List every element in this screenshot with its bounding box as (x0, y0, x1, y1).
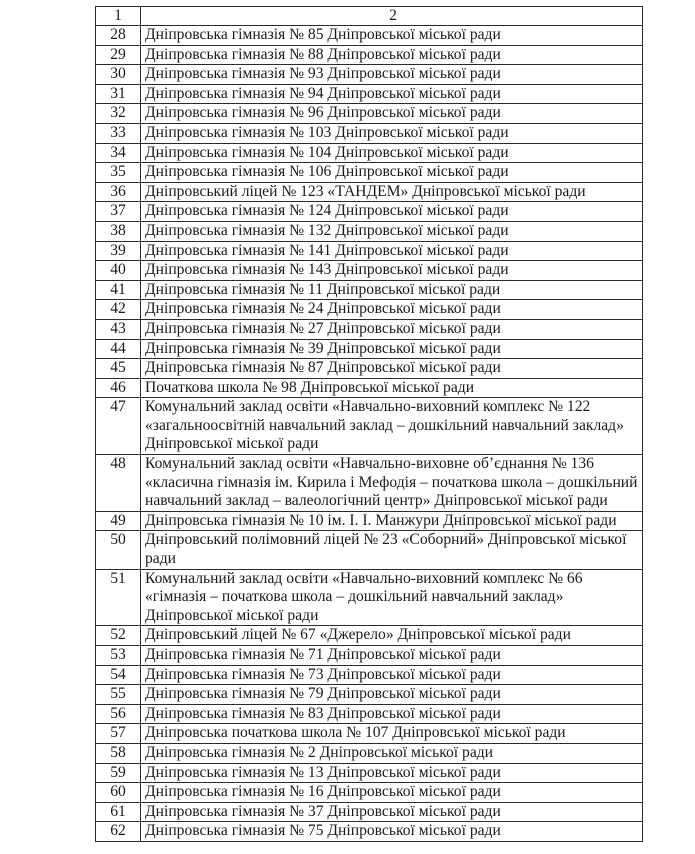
table-row (96, 822, 643, 842)
row-number-cell: 54 (96, 665, 141, 685)
row-number-cell: 30 (96, 65, 141, 85)
school-name-cell: Дніпровський полімовний ліцей № 23 «Соборний» Дніпровської міської ради (141, 531, 643, 569)
row-number-cell: 35 (96, 163, 141, 183)
table-row (96, 743, 643, 763)
table-row (96, 143, 643, 163)
table-row (96, 26, 643, 46)
school-name-cell: Дніпровська гімназія № 13 Дніпровської міської ради (141, 763, 643, 783)
school-name-cell: Дніпровська гімназія № 124 Дніпровської міської ради (141, 202, 643, 222)
school-name-cell: Дніпровська гімназія № 79 Дніпровської міської ради (141, 685, 643, 705)
header-number-cell: 1 (96, 7, 141, 26)
row-number-cell: 32 (96, 104, 141, 124)
table-row (96, 569, 643, 626)
school-name-cell: Комунальний заклад освіти «Навчально-виховний комплекс № 122 «загальноосвітній навчальний заклад – дошкільний навчальний заклад» Дніпровської міської ради (141, 398, 643, 455)
school-name-cell: Дніпровська гімназія № 104 Дніпровської міської ради (141, 143, 643, 163)
school-name-cell: Дніпровська гімназія № 141 Дніпровської міської ради (141, 241, 643, 261)
row-number-cell: 39 (96, 241, 141, 261)
row-number-cell: 37 (96, 202, 141, 222)
school-name-cell: Дніпровська початкова школа № 107 Дніпровської міської ради (141, 724, 643, 744)
school-name-cell: Дніпровська гімназія № 93 Дніпровської міської ради (141, 65, 643, 85)
row-number-cell: 58 (96, 743, 141, 763)
row-number-cell: 46 (96, 378, 141, 398)
row-number-cell: 48 (96, 455, 141, 512)
row-number-cell: 28 (96, 26, 141, 46)
table-row (96, 724, 643, 744)
table-row (96, 261, 643, 281)
school-name-cell: Дніпровський ліцей № 67 «Джерело» Дніпровської міської ради (141, 626, 643, 646)
row-number-cell: 50 (96, 531, 141, 569)
table-row (96, 84, 643, 104)
school-name-cell: Дніпровський ліцей № 123 «ТАНДЕМ» Дніпровської міської ради (141, 182, 643, 202)
table-row (96, 626, 643, 646)
school-name-cell: Дніпровська гімназія № 27 Дніпровської міської ради (141, 319, 643, 339)
row-number-cell: 38 (96, 221, 141, 241)
school-name-cell: Дніпровська гімназія № 75 Дніпровської міської ради (141, 822, 643, 842)
table-row (96, 123, 643, 143)
table-row (96, 359, 643, 379)
table-row (96, 704, 643, 724)
school-name-cell: Дніпровська гімназія № 37 Дніпровської міської ради (141, 802, 643, 822)
school-name-cell: Комунальний заклад освіти «Навчально-виховний комплекс № 66 «гімназія – початкова школа – дошкільний навчальний заклад» Дніпровської міської ради (141, 569, 643, 626)
table-row (96, 241, 643, 261)
school-name-cell: Дніпровська гімназія № 16 Дніпровської міської ради (141, 783, 643, 803)
school-name-cell: Дніпровська гімназія № 2 Дніпровської міської ради (141, 743, 643, 763)
table-row (96, 300, 643, 320)
table-row (96, 398, 643, 455)
row-number-cell: 29 (96, 45, 141, 65)
school-name-cell: Дніпровська гімназія № 10 ім. І. І. Манжури Дніпровської міської ради (141, 511, 643, 531)
schools-table (95, 6, 643, 842)
school-name-cell: Дніпровська гімназія № 85 Дніпровської міської ради (141, 26, 643, 46)
table-row (96, 104, 643, 124)
row-number-cell: 49 (96, 511, 141, 531)
table-row (96, 511, 643, 531)
table-row (96, 802, 643, 822)
table-row (96, 685, 643, 705)
table-row (96, 665, 643, 685)
document-page (95, 6, 643, 842)
table-row (96, 65, 643, 85)
row-number-cell: 51 (96, 569, 141, 626)
row-number-cell: 31 (96, 84, 141, 104)
school-name-cell: Дніпровська гімназія № 39 Дніпровської міської ради (141, 339, 643, 359)
school-name-cell: Дніпровська гімназія № 11 Дніпровської міської ради (141, 280, 643, 300)
row-number-cell: 52 (96, 626, 141, 646)
row-number-cell: 56 (96, 704, 141, 724)
row-number-cell: 44 (96, 339, 141, 359)
table-body (96, 7, 643, 842)
school-name-cell: Дніпровська гімназія № 88 Дніпровської міської ради (141, 45, 643, 65)
table-row (96, 378, 643, 398)
table-header-row (96, 7, 643, 26)
school-name-cell: Комунальний заклад освіти «Навчально-виховне об’єднання № 136 «класична гімназія ім. Кирила і Мефодія – початкова школа – дошкільний навчальний заклад – валеологічний центр» Дніпровської міської ради (141, 455, 643, 512)
table-row (96, 221, 643, 241)
row-number-cell: 45 (96, 359, 141, 379)
row-number-cell: 34 (96, 143, 141, 163)
school-name-cell: Дніпровська гімназія № 143 Дніпровської міської ради (141, 261, 643, 281)
table-row (96, 646, 643, 666)
row-number-cell: 41 (96, 280, 141, 300)
table-row (96, 319, 643, 339)
row-number-cell: 59 (96, 763, 141, 783)
row-number-cell: 40 (96, 261, 141, 281)
row-number-cell: 55 (96, 685, 141, 705)
row-number-cell: 33 (96, 123, 141, 143)
header-name-cell: 2 (141, 7, 643, 26)
table-row (96, 182, 643, 202)
row-number-cell: 43 (96, 319, 141, 339)
table-row (96, 763, 643, 783)
school-name-cell: Дніпровська гімназія № 87 Дніпровської міської ради (141, 359, 643, 379)
school-name-cell: Дніпровська гімназія № 73 Дніпровської міської ради (141, 665, 643, 685)
table-row (96, 202, 643, 222)
row-number-cell: 36 (96, 182, 141, 202)
school-name-cell: Дніпровська гімназія № 24 Дніпровської міської ради (141, 300, 643, 320)
school-name-cell: Дніпровська гімназія № 132 Дніпровської міської ради (141, 221, 643, 241)
table-row (96, 455, 643, 512)
row-number-cell: 62 (96, 822, 141, 842)
school-name-cell: Дніпровська гімназія № 71 Дніпровської міської ради (141, 646, 643, 666)
school-name-cell: Дніпровська гімназія № 94 Дніпровської міської ради (141, 84, 643, 104)
table-row (96, 531, 643, 569)
row-number-cell: 53 (96, 646, 141, 666)
table-row (96, 45, 643, 65)
school-name-cell: Дніпровська гімназія № 103 Дніпровської міської ради (141, 123, 643, 143)
school-name-cell: Дніпровська гімназія № 83 Дніпровської міської ради (141, 704, 643, 724)
row-number-cell: 61 (96, 802, 141, 822)
table-row (96, 339, 643, 359)
school-name-cell: Дніпровська гімназія № 106 Дніпровської міської ради (141, 163, 643, 183)
table-row (96, 783, 643, 803)
row-number-cell: 42 (96, 300, 141, 320)
school-name-cell: Початкова школа № 98 Дніпровської міської ради (141, 378, 643, 398)
row-number-cell: 47 (96, 398, 141, 455)
table-row (96, 163, 643, 183)
school-name-cell: Дніпровська гімназія № 96 Дніпровської міської ради (141, 104, 643, 124)
row-number-cell: 57 (96, 724, 141, 744)
table-row (96, 280, 643, 300)
row-number-cell: 60 (96, 783, 141, 803)
